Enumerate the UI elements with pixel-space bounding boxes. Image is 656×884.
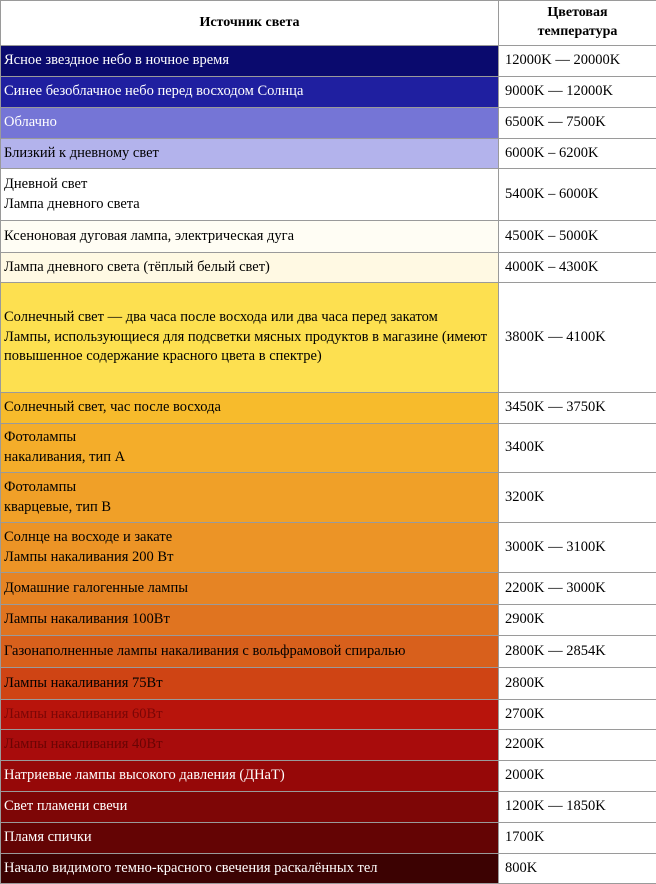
light-source-cell: Газонаполненные лампы накаливания с вольфрамовой спиралью — [1, 636, 499, 668]
source-column-header: Источник света — [1, 1, 499, 46]
table-row — [1, 636, 656, 668]
table-row — [1, 792, 656, 823]
table-row — [1, 77, 656, 108]
table-row — [1, 823, 656, 854]
color-temperature-cell: 800K — [499, 854, 656, 884]
table-row — [1, 573, 656, 605]
light-source-cell: Лампы накаливания 40Вт — [1, 730, 499, 761]
light-source-cell: Домашние галогенные лампы — [1, 573, 499, 605]
table-row — [1, 700, 656, 730]
temperature-column-header — [499, 1, 656, 46]
light-source-cell: Дневной свет Лампа дневного света — [1, 169, 499, 221]
light-source-cell: Лампы накаливания 100Вт — [1, 605, 499, 636]
light-source-cell: Лампы накаливания 75Вт — [1, 668, 499, 700]
color-temperature-cell: 9000K — 12000K — [499, 77, 656, 108]
color-temperature-cell: 2000K — [499, 761, 656, 792]
light-source-cell: Солнце на восходе и закате Лампы накаливания 200 Вт — [1, 523, 499, 573]
light-source-cell: Солнечный свет, час после восхода — [1, 393, 499, 424]
color-temperature-cell: 2700K — [499, 700, 656, 730]
light-source-cell: Начало видимого темно-красного свечения раскалённых тел — [1, 854, 499, 884]
table-row — [1, 424, 656, 473]
light-source-cell: Солнечный свет — два часа после восхода или два часа перед закатом Лампы, использующиеся для подсветки мясных продуктов в магазине (имеют повышенное содержание красного цвета в спектре) — [1, 283, 499, 393]
color-temperature-cell: 6500K — 7500K — [499, 108, 656, 139]
color-temperature-cell: 2200K — 3000K — [499, 573, 656, 605]
light-source-cell: Ясное звездное небо в ночное время — [1, 46, 499, 77]
table-row — [1, 108, 656, 139]
color-temperature-cell: 3450K — 3750K — [499, 393, 656, 424]
light-source-cell: Свет пламени свечи — [1, 792, 499, 823]
color-temperature-cell: 5400K – 6000K — [499, 169, 656, 221]
color-temperature-cell: 2900K — [499, 605, 656, 636]
color-temperature-cell: 2800K — 2854K — [499, 636, 656, 668]
table-row — [1, 605, 656, 636]
color-temperature-cell: 1700K — [499, 823, 656, 854]
temperature-header-line2: температура — [503, 23, 652, 42]
color-temperature-cell: 2200K — [499, 730, 656, 761]
light-source-cell: Синее безоблачное небо перед восходом Солнца — [1, 77, 499, 108]
table-row — [1, 283, 656, 393]
table-row — [1, 523, 656, 573]
table-row — [1, 393, 656, 424]
table-row — [1, 221, 656, 253]
table-row — [1, 854, 656, 884]
table-row — [1, 473, 656, 523]
light-source-cell: Лампа дневного света (тёплый белый свет) — [1, 253, 499, 283]
color-temperature-cell: 3400K — [499, 424, 656, 473]
table-row — [1, 730, 656, 761]
color-temperature-cell: 6000K – 6200K — [499, 139, 656, 169]
table-row — [1, 761, 656, 792]
table-row — [1, 169, 656, 221]
light-source-cell: Фотолампы накаливания, тип A — [1, 424, 499, 473]
light-source-cell: Натриевые лампы высокого давления (ДНаТ) — [1, 761, 499, 792]
table-row — [1, 253, 656, 283]
light-source-cell: Пламя спички — [1, 823, 499, 854]
table-header-row — [1, 1, 656, 46]
table-row — [1, 668, 656, 700]
table-row — [1, 46, 656, 77]
color-temperature-cell: 12000K — 20000K — [499, 46, 656, 77]
color-temperature-cell: 3200K — [499, 473, 656, 523]
color-temperature-cell: 2800K — [499, 668, 656, 700]
color-temperature-cell: 3000K — 3100K — [499, 523, 656, 573]
light-source-cell: Лампы накаливания 60Вт — [1, 700, 499, 730]
light-source-cell: Фотолампы кварцевые, тип B — [1, 473, 499, 523]
temperature-header-line1: Цветовая — [503, 4, 652, 23]
color-temperature-cell: 4000K – 4300K — [499, 253, 656, 283]
color-temperature-cell: 1200K — 1850K — [499, 792, 656, 823]
light-source-cell: Ксеноновая дуговая лампа, электрическая дуга — [1, 221, 499, 253]
table-row — [1, 139, 656, 169]
color-temperature-cell: 3800K — 4100K — [499, 283, 656, 393]
light-source-cell: Близкий к дневному свет — [1, 139, 499, 169]
color-temperature-cell: 4500K – 5000K — [499, 221, 656, 253]
light-source-cell: Облачно — [1, 108, 499, 139]
